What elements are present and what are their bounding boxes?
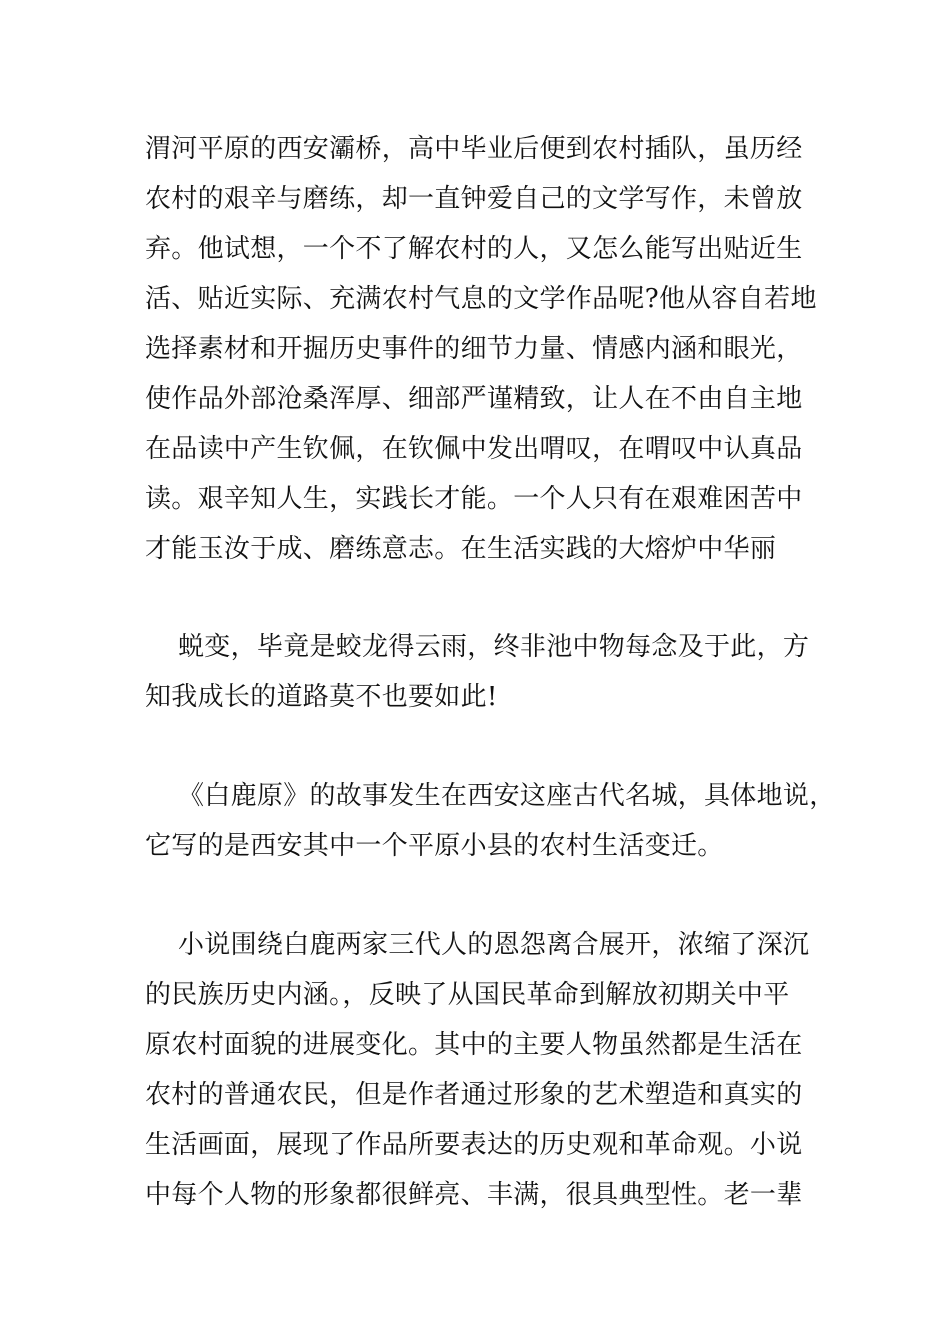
paragraph-3 xyxy=(145,771,836,871)
text-line: 它写的是西安其中一个平原小县的农村生活变迁。 xyxy=(145,831,724,861)
text-line: 小说围绕白鹿两家三代人的恩怨离合展开，浓缩了深沉 xyxy=(178,930,810,960)
text-line: 生活画面，展现了作品所要表达的历史观和革命观。小说 xyxy=(145,1130,803,1160)
text-line: 知我成长的道路莫不也要如此! xyxy=(145,682,498,712)
text-line: 才能玉汝于成、磨练意志。在生活实践的大熔炉中华丽 xyxy=(145,534,777,564)
text-line: 使作品外部沧桑浑厚、细部严谨精致，让人在不由自主地 xyxy=(145,384,803,414)
paragraph-4 xyxy=(145,920,815,1220)
text-line: 农村的艰辛与磨练，却一直钟爱自己的文学写作，未曾放 xyxy=(145,184,803,214)
text-line: 读。艰辛知人生，实践长才能。一个人只有在艰难困苦中 xyxy=(145,484,803,514)
paragraph-2 xyxy=(145,622,815,722)
text-line: 中每个人物的形象都很鲜亮、丰满，很具典型性。老一辈 xyxy=(145,1180,803,1210)
text-line: 原农村面貌的进展变化。其中的主要人物虽然都是生活在 xyxy=(145,1030,803,1060)
text-line: 蜕变，毕竟是蛟龙得云雨，终非池中物每念及于此，方 xyxy=(178,632,810,662)
text-line: 的民族历史内涵。，反映了从国民革命到解放初期关中平 xyxy=(145,980,790,1010)
text-line: 在品读中产生钦佩，在钦佩中发出喟叹，在喟叹中认真品 xyxy=(145,434,803,464)
text-line: 活、贴近实际、充满农村气息的文学作品呢?他从容自若地 xyxy=(145,284,817,314)
text-line: 《白鹿原》的故事发生在西安这座古代名城，具体地说， xyxy=(178,781,836,811)
text-line: 弃。他试想，一个不了解农村的人，又怎么能写出贴近生 xyxy=(145,234,803,264)
paragraph-1 xyxy=(145,124,815,574)
text-line: 农村的普通农民，但是作者通过形象的艺术塑造和真实的 xyxy=(145,1080,803,1110)
text-line: 选择素材和开掘历史事件的细节力量、情感内涵和眼光， xyxy=(145,334,803,364)
text-line: 渭河平原的西安灞桥，高中毕业后便到农村插队，虽历经 xyxy=(145,134,803,164)
